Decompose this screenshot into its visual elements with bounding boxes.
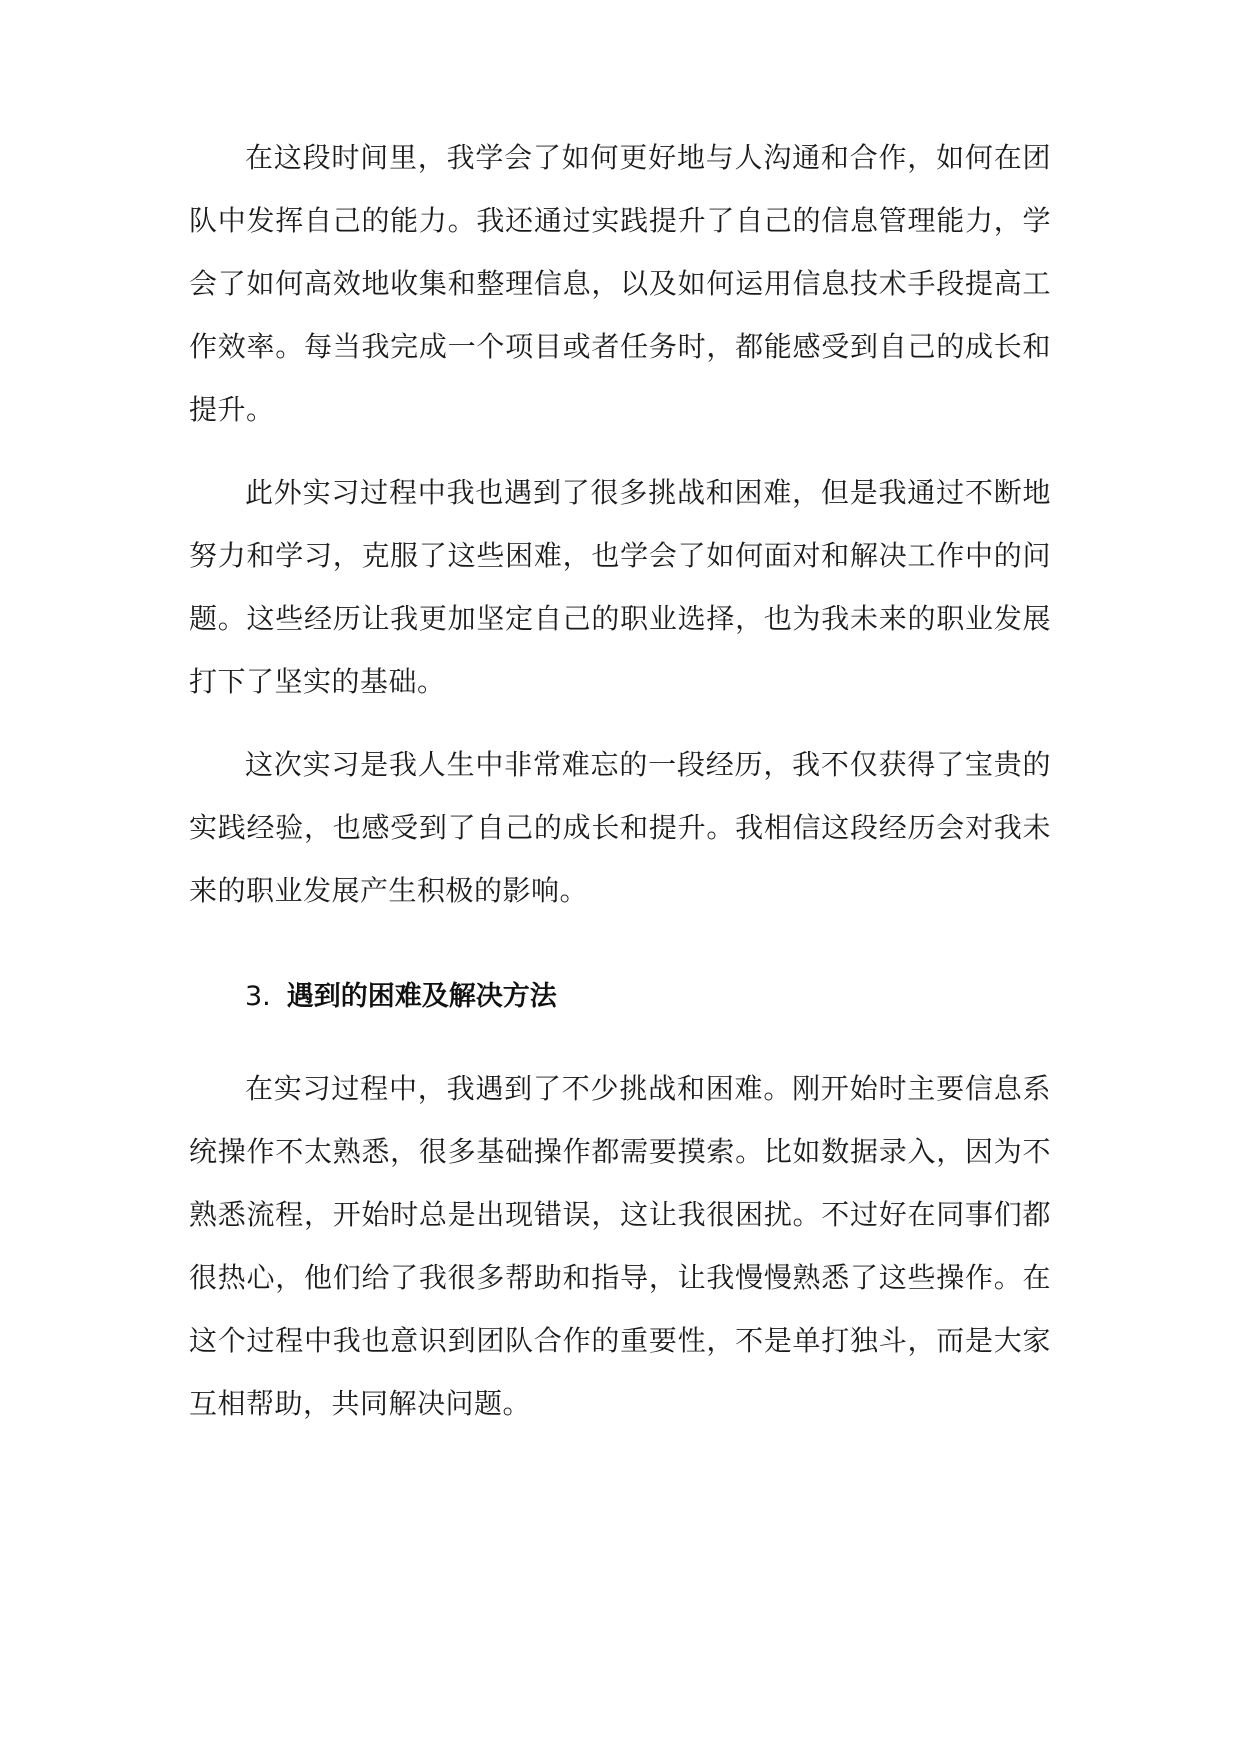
paragraph-line: 这个过程中我也意识到团队合作的重要性，不是单打独斗，而是大家 [189,1324,1051,1357]
paragraph-line: 这次实习是我人生中非常难忘的一段经历，我不仅获得了宝贵的 [245,748,1051,781]
paragraph-line: 很热心，他们给了我很多帮助和指导，让我慢慢熟悉了这些操作。在 [189,1261,1051,1294]
paragraph-line: 互相帮助，共同解决问题。 [189,1387,532,1420]
paragraph-line: 熟悉流程，开始时总是出现错误，这让我很困扰。不过好在同事们都 [189,1198,1051,1231]
paragraph-line: 努力和学习，克服了这些困难，也学会了如何面对和解决工作中的问 [189,539,1051,572]
paragraph-line: 提升。 [189,393,275,426]
section-number: 3. [245,981,271,1012]
paragraph-line: 统操作不太熟悉，很多基础操作都需要摸索。比如数据录入，因为不 [189,1135,1051,1168]
paragraph-line: 打下了坚实的基础。 [189,665,446,698]
section-title: 遇到的困难及解决方法 [286,981,557,1012]
paragraph-line: 实践经验，也感受到了自己的成长和提升。我相信这段经历会对我未 [189,811,1051,844]
paragraph-line: 在这段时间里，我学会了如何更好地与人沟通和合作，如何在团 [245,141,1051,174]
paragraph-line: 在实习过程中，我遇到了不少挑战和困难。刚开始时主要信息系 [245,1072,1051,1105]
paragraph-line: 作效率。每当我完成一个项目或者任务时，都能感受到自己的成长和 [189,330,1051,363]
paragraph-line: 来的职业发展产生积极的影响。 [189,874,589,907]
paragraph-line: 此外实习过程中我也遇到了很多挑战和困难，但是我通过不断地 [245,476,1051,509]
section-heading [245,977,557,1017]
paragraph-line: 题。这些经历让我更加坚定自己的职业选择，也为我未来的职业发展 [189,602,1051,635]
paragraph-line: 队中发挥自己的能力。我还通过实践提升了自己的信息管理能力，学 [189,204,1051,237]
paragraph-line: 会了如何高效地收集和整理信息，以及如何运用信息技术手段提高工 [189,267,1051,300]
